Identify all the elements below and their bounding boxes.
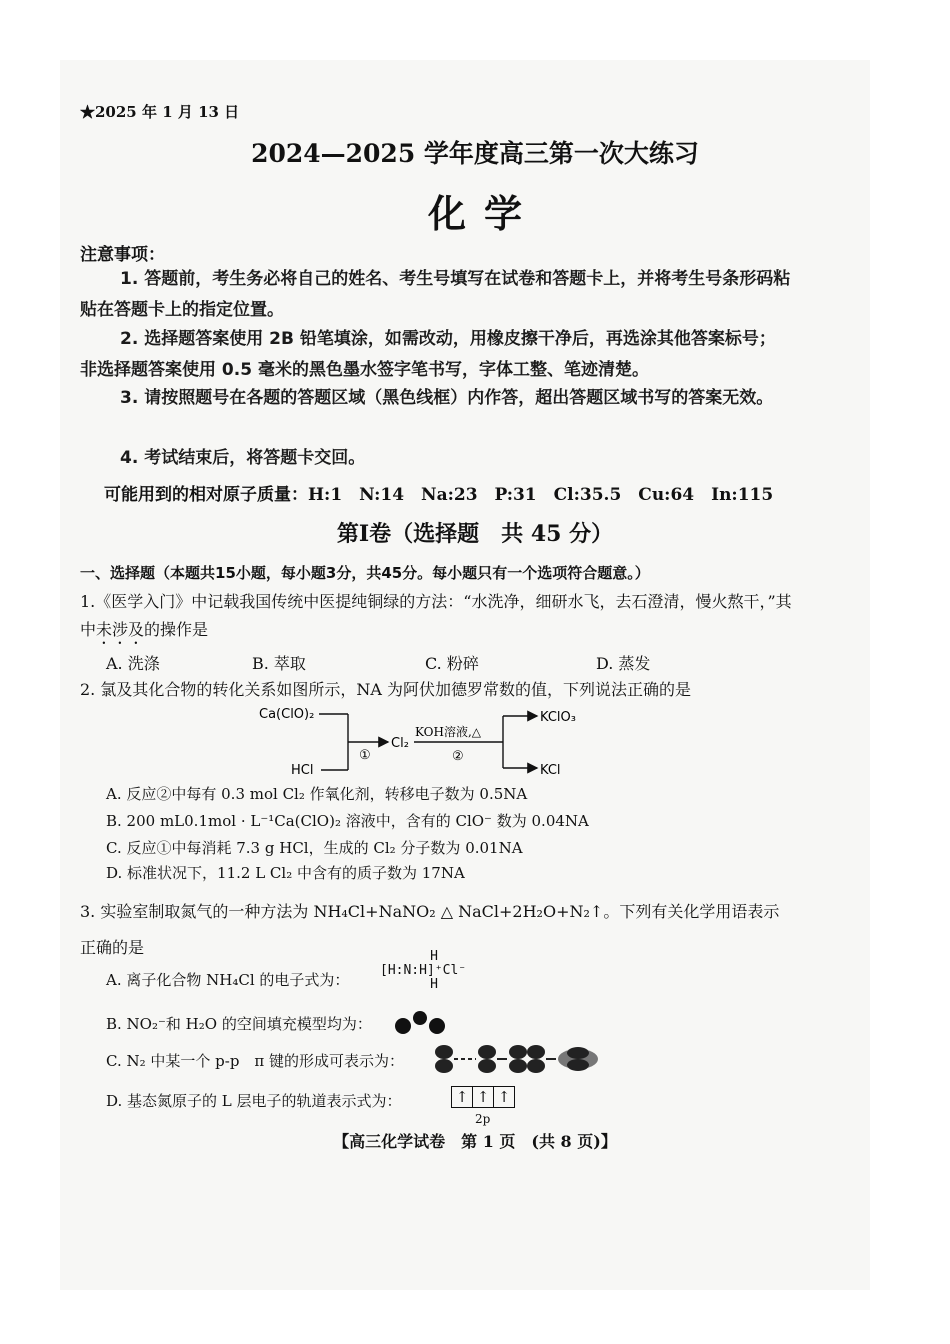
step-1-label: ① [359, 748, 371, 763]
question-1-stem: 1.《医学入门》中记载我国传统中医提纯铜绿的方法：“水洗净，细研水飞，去石澄清，慢火熬干，”其中未涉及的操作是 [80, 592, 792, 639]
section-heading: 一、选择题（本题共15小题，每小题3分，共45分。每小题只有一个选项符合题意。） [80, 564, 650, 582]
pi-bond-formation-diagram [432, 1042, 604, 1076]
page-footer: 【高三化学试卷 第 1 页 (共 8 页)】 [333, 1132, 617, 1151]
orbital-diagram [451, 1086, 515, 1108]
q2-option-d: D. 标准状况下，11.2 L Cl₂ 中含有的质子数为 17NA [106, 864, 465, 882]
emphasis-not-involved: 未涉及 [96, 620, 145, 639]
question-3-stem-line2: 正确的是 [80, 938, 145, 957]
q2-option-b: B. 200 mL0.1mol · L⁻¹Ca(ClO)₂ 溶液中，含有的 ClO⁻ 数为 0.04NA [106, 812, 589, 830]
orbital-label: 2p [475, 1112, 491, 1126]
product-kcl: KCl [540, 763, 561, 778]
q1-option-a: A. 洗涤 [106, 654, 160, 673]
notice-item-3: 3. 请按照题号在各题的答题区域（黑色线框）内作答，超出答题区域书写的答案无效。 [120, 388, 774, 408]
q2-option-a: A. 反应②中每有 0.3 mol Cl₂ 作氧化剂，转移电子数为 0.5NA [106, 785, 528, 803]
orbital-box-2: ↑ [473, 1087, 494, 1107]
question-2-stem: 2. 氯及其化合物的转化关系如图所示，NA 为阿伏加德罗常数的值，下列说法正确的是 [80, 680, 691, 699]
product-kclo3: KClO₃ [540, 710, 576, 725]
nh4cl-electron-formula: H [H:N:H]⁺Cl⁻ H [380, 949, 467, 992]
q2-option-c: C. 反应①中每消耗 7.3 g HCl，生成的 Cl₂ 分子数为 0.01NA [106, 839, 523, 857]
notice-heading: 注意事项： [80, 245, 165, 265]
notice-item-1: 1. 答题前，考生务必将自己的姓名、考生号填写在试卷和答题卡上，并将考生号条形码粘贴在答题卡上的指定位置。 [80, 269, 791, 320]
space-filling-model [393, 1010, 453, 1036]
step-2-label: ② [452, 749, 464, 764]
notice-item-2: 2. 选择题答案使用 2B 铅笔填涂，如需改动，用橡皮擦干净后，再选涂其他答案标号；非选择题答案使用 0.5 毫米的黑色墨水签字笔书写，字体工整、笔迹清楚。 [80, 329, 776, 380]
part1-title: 第Ⅰ卷（选择题 共 45 分） [336, 521, 614, 547]
q3-option-b: B. NO₂⁻和 H₂O 的空间填充模型均为： [106, 1015, 372, 1033]
q1-option-c: C. 粉碎 [425, 654, 479, 673]
orbital-box-3: ↑ [497, 1088, 511, 1106]
q3-option-c: C. N₂ 中某一个 p-p π 键的形成可表示为： [106, 1052, 405, 1070]
q3-option-a: A. 离子化合物 NH₄Cl 的电子式为： [106, 971, 350, 989]
subject-title: 化学 [427, 191, 540, 236]
exam-date: ★2025 年 1 月 13 日 [80, 103, 240, 121]
notice-item-4: 4. 考试结束后，将答题卡交回。 [120, 448, 366, 468]
exam-title: 2024—2025 学年度高三第一次大练习 [251, 139, 699, 168]
q1-option-d: D. 蒸发 [596, 654, 651, 673]
atomic-masses: 可能用到的相对原子质量：H:1 N:14 Na:23 P:31 Cl:35.5 Cu:64 In:115 [104, 485, 774, 505]
q1-option-b: B. 萃取 [252, 654, 306, 673]
chlorine-conversion-diagram [255, 702, 595, 780]
q3-option-d: D. 基态氮原子的 L 层电子的轨道表示式为： [106, 1092, 402, 1110]
reactant-ca-clo2: Ca(ClO)₂ [259, 707, 315, 722]
question-3-stem-line1: 3. 实验室制取氮气的一种方法为 NH₄Cl+NaNO₂ △ NaCl+2H₂O+N₂↑。下列有关化学用语表示 [80, 902, 780, 921]
reagent-koh: KOH溶液,△ [415, 725, 481, 739]
intermediate-cl2: Cl₂ [391, 736, 409, 751]
reactant-hcl: HCl [291, 763, 314, 778]
orbital-box-1: ↑ [452, 1087, 473, 1107]
